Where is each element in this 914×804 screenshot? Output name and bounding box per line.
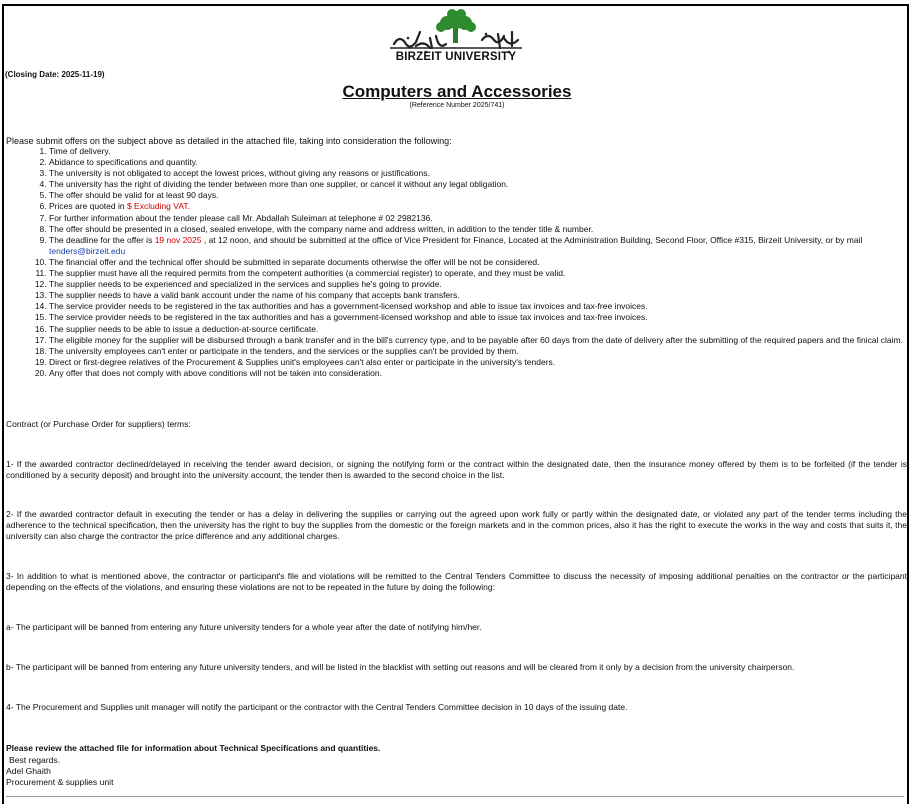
condition-item: 18. The university employees can't enter or participate in the tenders, and the services or the supplies can't be provided by them. — [49, 346, 904, 357]
condition-item: 19. Direct or first-degree relatives of the Procurement & Supplies unit's employees can't also enter or participate in the university's tenders. — [49, 357, 904, 368]
condition-text: , at 12 noon, and should be submitted at the office of Vice President for Finance, Located at the Administration Building, Second Floor, Office #315, Birzeit University, or by mail — [201, 234, 863, 245]
condition-item: 13. The supplier needs to have a valid bank account under the name of his company that accepts bank transfers. — [49, 290, 904, 301]
signature-block — [6, 755, 113, 789]
condition-item: 12. The supplier needs to be experienced and specialized in the services and supplies he's going to provide. — [49, 279, 904, 290]
condition-item: 16. The supplier needs to be able to issue a deduction-at-source certificate. — [49, 324, 904, 335]
signer-name: Adel Ghaith — [6, 766, 51, 777]
conditions-list — [6, 146, 904, 379]
condition-item: 3. The university is not obligated to accept the lowest prices, without giving any reasons or justifications. — [49, 168, 904, 179]
signer-unit: Procurement & supplies unit — [6, 777, 114, 788]
condition-text: Prices are quoted in — [49, 201, 127, 212]
condition-item: 1. Time of delivery. — [49, 146, 904, 157]
condition-item: 11. The supplier must have all the required permits from the competent authorities (a commercial register) to operate, and they must be valid. — [49, 268, 904, 279]
contract-heading: Contract (or Purchase Order for suppliers) terms: — [6, 419, 191, 429]
document-frame — [2, 4, 909, 804]
intro-text: Please submit offers on the subject above as detailed in the attached file, taking into consideration the following: — [6, 136, 452, 146]
condition-item: 2. Abidance to specifications and quantity. — [49, 157, 904, 168]
tender-title: Computers and Accessories — [342, 82, 572, 101]
condition-text: The deadline for the offer is — [49, 234, 155, 245]
condition-item: 8. The offer should be presented in a closed, sealed envelope, with the company name and address written, in addition to the tender title & number. — [49, 224, 904, 235]
deadline-date: 19 nov 2025 — [154, 234, 202, 245]
contract-term-1: 1- If the awarded contractor declined/delayed in receiving the tender award decision, or signing the notifying form or the contract within the designated date, then the insurance money offered by them is to be forfeited (if the tender is conditioned by a security deposit) and brought into the university account, the tender then is awarded to the second choice in the list. — [6, 459, 907, 481]
contract-term-3: 3- In addition to what is mentioned above, the contractor or participant's file and violations will be remitted to the Central Tenders Committee to discuss the necessity of imposing additional penalties on the contractor or the participant depending on the effects of the violations, and ensuring these violations are not to be repeated in the future by doing the following: — [6, 571, 907, 593]
condition-item — [49, 235, 904, 257]
condition-item: 17. The eligible money for the supplier will be disbursed through a bank transfer and in the bill's currency type, and to be payable after 60 days from the date of delivery after the submitting of the required papers and the finical claim. — [49, 335, 904, 346]
condition-item: 15. The service provider needs to be registered in the tax authorities and has a government-licensed workshop and able to issue tax invoices and tax-free invoices. — [49, 312, 904, 323]
condition-item: 14. The service provider needs to be registered in the tax authorities and has a government-licensed workshop and able to issue tax invoices and tax-free invoices. — [49, 301, 904, 312]
bottom-divider — [6, 796, 904, 797]
university-name: BIRZEIT UNIVERSITY — [395, 51, 517, 63]
condition-item: 4. The university has the right of dividing the tender between more than one supplier, or cancel it without any legal obligation. — [49, 179, 904, 190]
contract-term-4: 4- The Procurement and Supplies unit manager will notify the participant or the contractor with the Central Tenders Committee decision in 10 days of the issuing date. — [6, 702, 628, 712]
condition-item: 7. For further information about the tender please call Mr. Abdallah Suleiman at telephone # 02 2982136. — [49, 213, 904, 224]
reference-number: (Reference Number 2025/741) — [409, 102, 505, 109]
email-link[interactable]: tenders@birzeit.edu — [49, 245, 126, 256]
regards-text: Best regards. — [9, 755, 61, 765]
condition-item: 5. The offer should be valid for at least 90 days. — [49, 190, 904, 201]
review-note: Please review the attached file for information about Technical Specifications and quantities. — [6, 743, 381, 753]
condition-item: 10. The financial offer and the technical offer should be submitted in separate documents otherwise the offer will be not be considered. — [49, 257, 904, 268]
condition-item — [49, 201, 904, 212]
contract-term-2: 2- If the awarded contractor default in executing the tender or has a delay in delivering the supplies or carrying out the agreed upon work fully or partly within the designated date, or violated any part of the tender terms including the adherence to the technical specification, then the university has the right to buy the supplies from the domestic or the foreign markets and in the common prices, also it has the right to execute the works in the way and costs that suits it, the university can also charge the contractor the price difference and any additional charges. — [6, 509, 907, 542]
contract-term-a: a- The participant will be banned from entering any future university tenders for a whole year after the date of notifying him/her. — [6, 622, 482, 632]
condition-item: 20. Any offer that does not comply with above conditions will not be taken into consideration. — [49, 368, 904, 379]
contract-term-b: b- The participant will be banned from entering any future university tenders, and will be listed in the blacklist with setting out reasons and will be cleared from it only by a decision from the university chairperson. — [6, 662, 795, 672]
currency-text: $ Excluding VAT. — [126, 201, 190, 212]
closing-date: (Closing Date: 2025-11-19) — [5, 70, 105, 79]
